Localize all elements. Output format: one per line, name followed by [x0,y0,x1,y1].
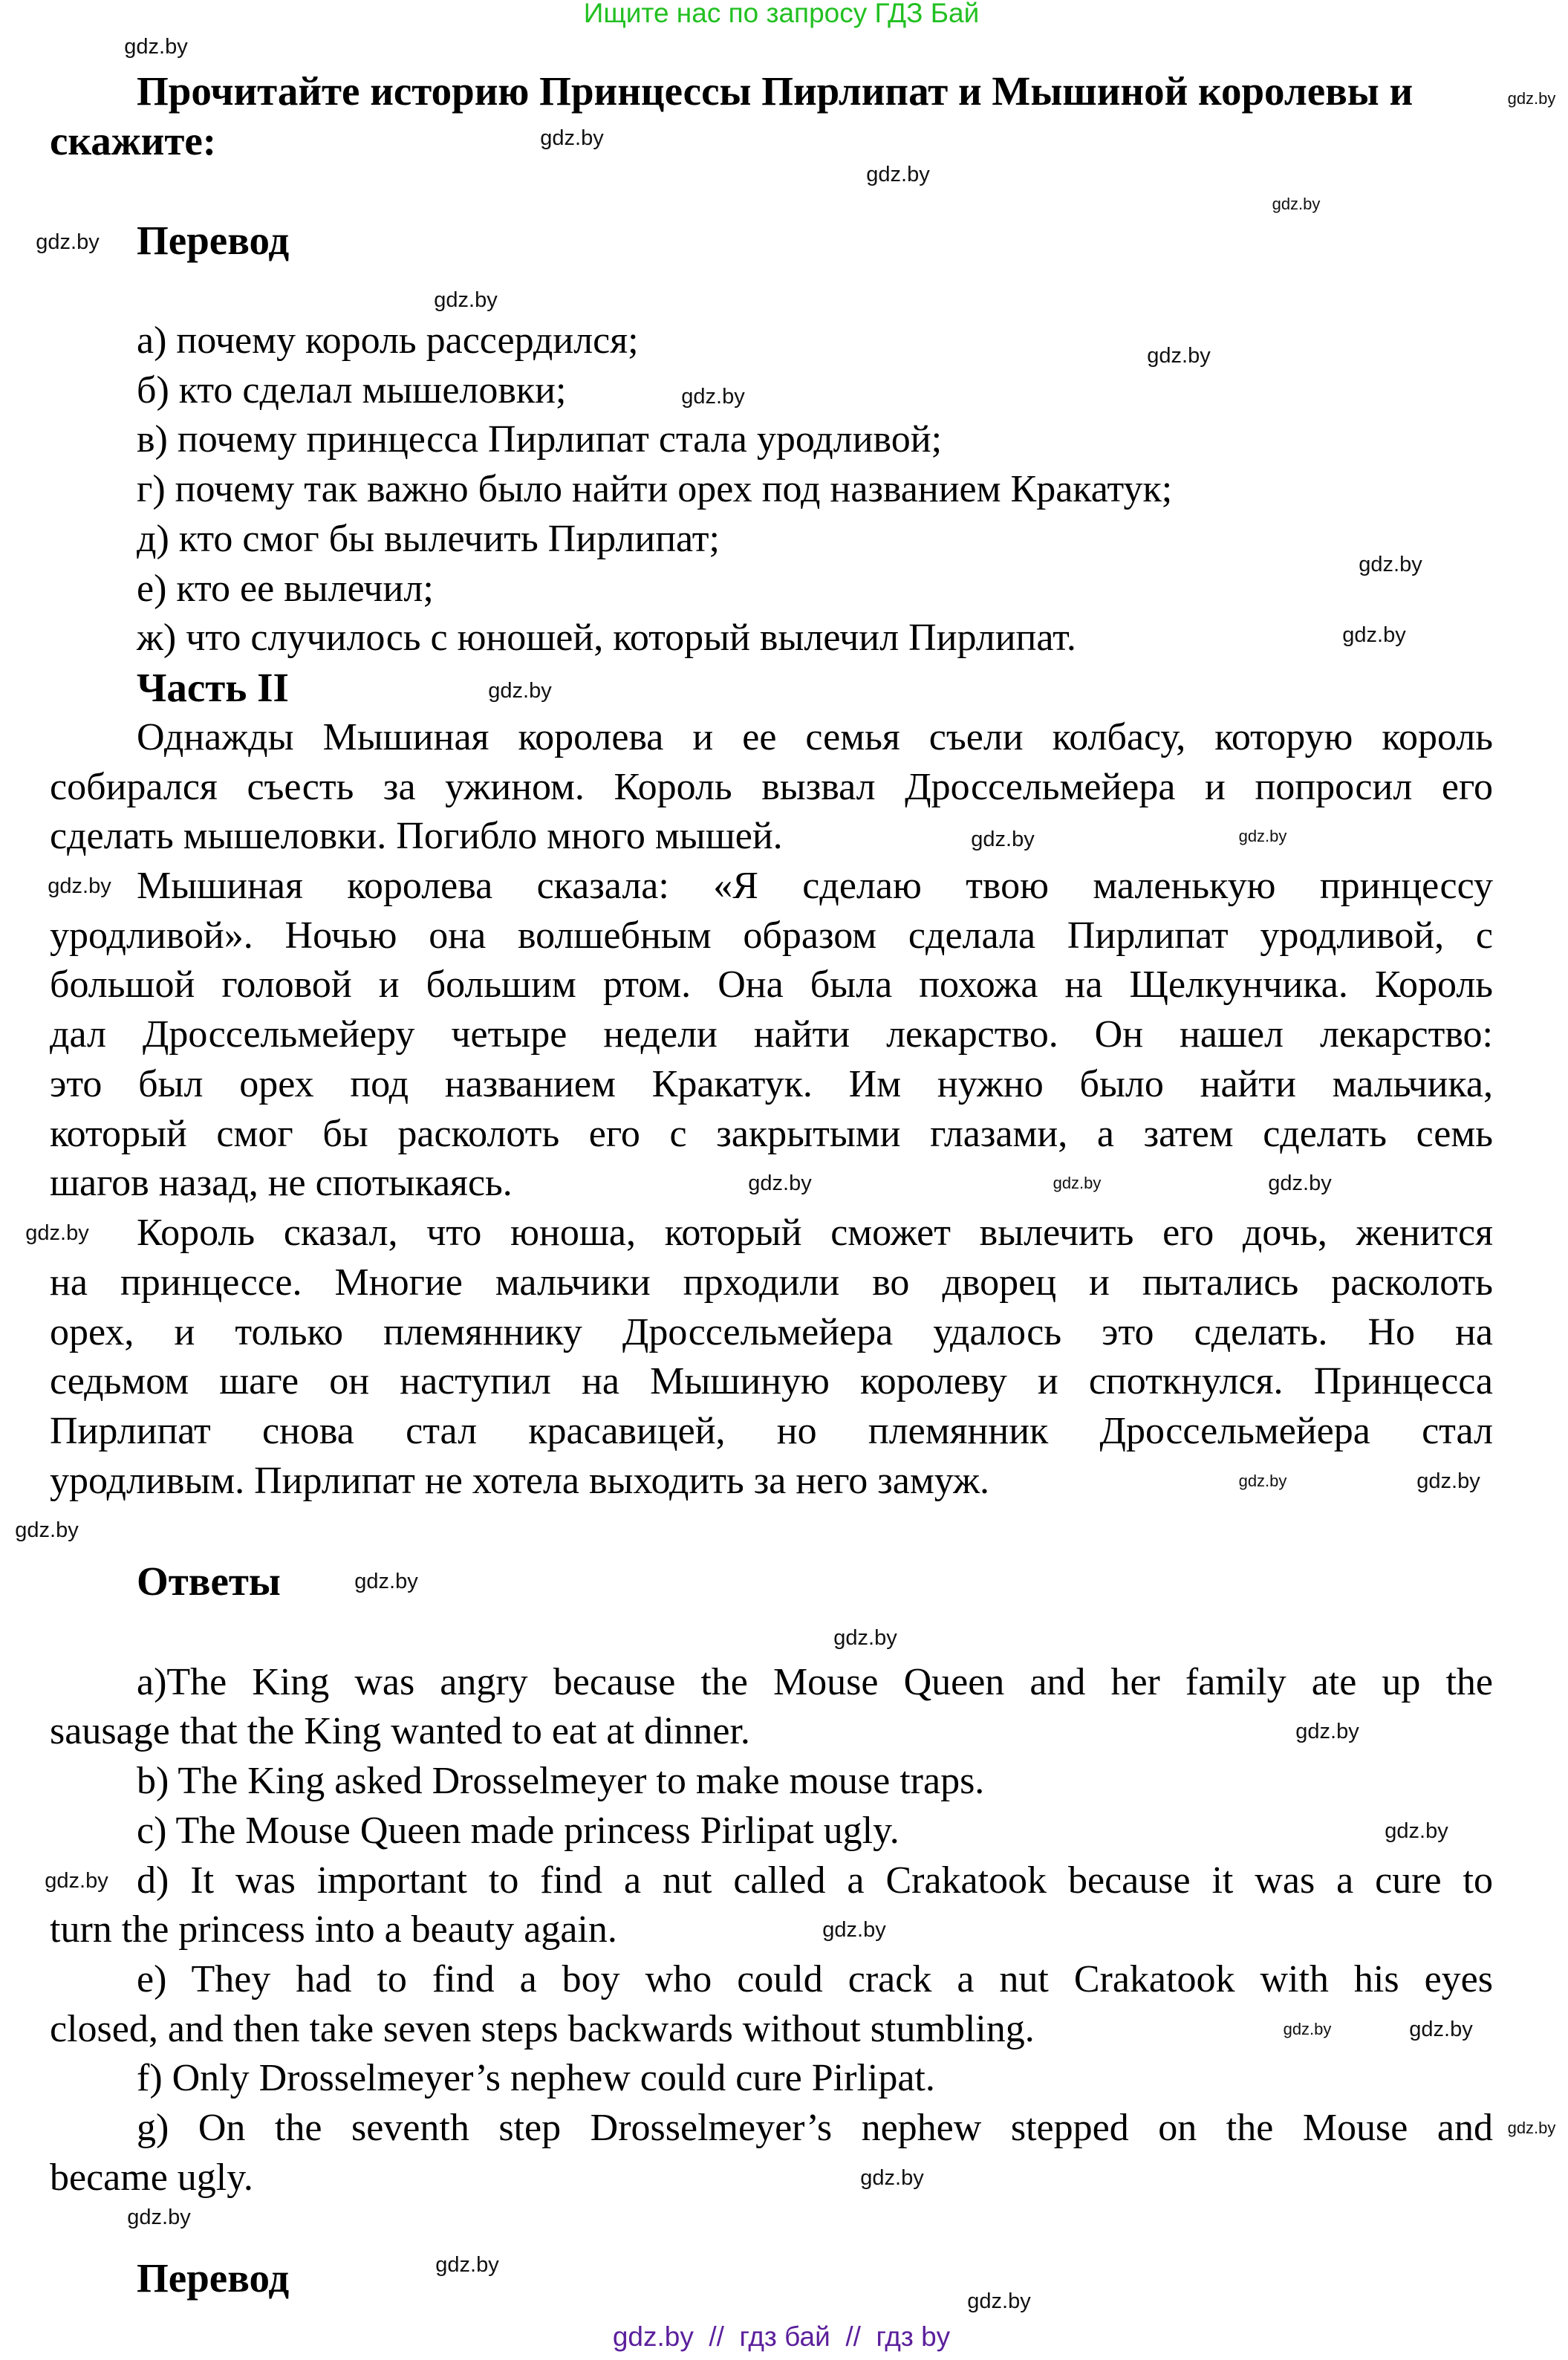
watermark: gdz.by [45,1869,108,1893]
story-line: который смог бы расколоть его с закрытыми глазами, а затем сделать семь [50,1113,1493,1155]
answer-line: e) They had to find a boy who could crack a nut Crakatook with his eyes [137,1958,1493,2000]
watermark: gdz.by [1342,623,1406,647]
answer-line: became ugly. [50,2156,253,2199]
watermark: gdz.by [488,679,552,703]
story-line: уродливым. Пирлипат не хотела выходить за него замуж. [50,1460,990,1502]
site-banner: Ищите нас по запросу ГДЗ Бай [583,0,980,28]
story-line: это был орех под названием Кракатук. Им нужно было найти мальчика, [50,1063,1493,1105]
watermark: gdz.by [860,2166,924,2190]
watermark: gdz.by [1147,344,1211,368]
part-heading: Часть II [137,665,289,710]
story-line: сделать мышеловки. Погибло много мышей. [50,815,783,857]
answer-line: sausage that the King wanted to eat at dinner. [50,1710,750,1752]
watermark: gdz.by [971,828,1035,851]
story-line: уродливой». Ночью она волшебным образом сделала Пирлипат уродливой, с [50,914,1493,957]
watermark: gdz.by [1238,1472,1287,1490]
watermark: gdz.by [967,2289,1031,2313]
watermark: gdz.by [822,1918,886,1942]
watermark: gdz.by [124,35,188,59]
watermark: gdz.by [1238,827,1287,845]
answer-line: f) Only Drosselmeyer’s nephew could cure Pirlipat. [137,2057,935,2099]
answer-line: c) The Mouse Queen made princess Pirlipat ugly. [137,1810,900,1852]
watermark: gdz.by [25,1221,89,1245]
story-line: шагов назад, не спотыкаясь. [50,1162,513,1204]
story-line: Пирлипат снова стал красавицей, но племянник Дроссельмейера стал [50,1410,1493,1452]
watermark: gdz.by [36,230,100,254]
watermark: gdz.by [1359,553,1422,576]
translation-heading-2: Перевод [137,2255,290,2301]
story-line: Мышиная королева сказала: «Я сделаю твою маленькую принцессу [137,865,1493,907]
task-title-cont: скажите: [50,118,217,163]
answers-heading: Ответы [137,1558,281,1604]
question-item: а) почему король рассердился; [137,319,639,362]
watermark: gdz.by [435,2253,499,2277]
story-line: Однажды Мышиная королева и ее семья съели колбасу, которую король [137,716,1493,758]
watermark: gdz.by [1507,2119,1556,2137]
watermark: gdz.by [1416,1469,1480,1493]
watermark: gdz.by [1053,1174,1102,1192]
watermark: gdz.by [48,874,111,898]
question-item: г) почему так важно было найти орех под названием Кракатук; [137,468,1173,510]
story-line: седьмом шаге он наступил на Мышиную королеву и споткнулся. Принцесса [50,1360,1493,1402]
question-item: д) кто смог бы вылечить Пирлипат; [137,518,720,560]
story-line: дал Дроссельмейеру четыре недели найти лекарство. Он нашел лекарство: [50,1013,1493,1056]
answer-line: a)The King was angry because the Mouse Queen and her family ate up the [137,1661,1493,1703]
watermark: gdz.by [1272,195,1321,213]
watermark: gdz.by [15,1518,79,1542]
watermark: gdz.by [1507,89,1556,108]
task-title: Прочитайте историю Принцессы Пирлипат и Мышиной королевы и [137,68,1414,114]
watermark: gdz.by [748,1171,812,1195]
answer-line: closed, and then take seven steps backwards without stumbling. [50,2008,1035,2050]
answer-line: turn the princess into a beauty again. [50,1908,617,1951]
watermark: gdz.by [833,1626,897,1650]
footer-links[interactable]: gdz.by // гдз бай // гдз by [612,2321,951,2352]
answer-line: d) It was important to find a nut called a Crakatook because it was a cure to [137,1859,1493,1902]
watermark: gdz.by [434,288,498,312]
answer-line: b) The King asked Drosselmeyer to make mouse traps. [137,1760,985,1802]
watermark: gdz.by [1268,1171,1332,1195]
story-line: Король сказал, что юноша, который сможет вылечить его дочь, женится [137,1212,1493,1254]
watermark: gdz.by [540,126,604,150]
watermark: gdz.by [681,385,745,409]
story-line: собирался съесть за ужином. Король вызвал Дроссельмейера и попросил его [50,766,1493,808]
watermark: gdz.by [354,1570,418,1593]
watermark: gdz.by [1409,2018,1473,2041]
question-item: ж) что случилось с юношей, который вылечил Пирлипат. [137,617,1076,659]
question-item: в) почему принцесса Пирлипат стала уродливой; [137,418,943,461]
question-item: е) кто ее вылечил; [137,568,434,610]
question-item: б) кто сделал мышеловки; [137,369,567,412]
watermark: gdz.by [127,2205,191,2229]
story-line: орех, и только племяннику Дроссельмейера удалось это сделать. Но на [50,1311,1493,1353]
answer-line: g) On the seventh step Drosselmeyer’s nephew stepped on the Mouse and [137,2107,1493,2149]
watermark: gdz.by [1295,1720,1359,1743]
story-line: на принцессе. Многие мальчики прходили во дворец и пытались расколоть [50,1261,1493,1304]
story-line: большой головой и большим ртом. Она была похожа на Щелкунчика. Король [50,963,1493,1006]
translation-heading: Перевод [137,218,290,263]
watermark: gdz.by [1283,2020,1332,2038]
watermark: gdz.by [866,163,930,186]
watermark: gdz.by [1385,1819,1448,1843]
